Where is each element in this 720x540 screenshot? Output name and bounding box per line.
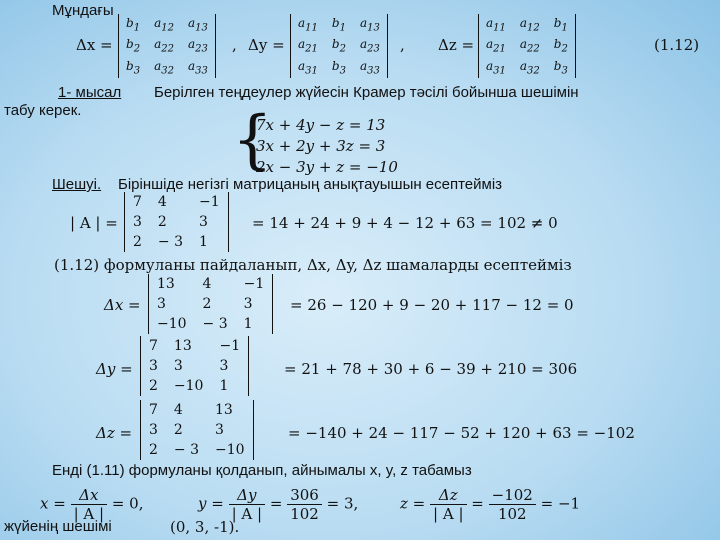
matrix-cell: 3: [243, 296, 253, 312]
matrix-cell: $a_{22}$: [154, 37, 174, 55]
matrix-row: [149, 314, 272, 334]
matrix-row: [125, 192, 228, 212]
matrix-row: [141, 420, 253, 440]
matrix-cell: −10: [157, 316, 187, 332]
matrix-row: [291, 35, 387, 56]
matrix-cell: $b_2$: [126, 37, 141, 55]
matrix-row: [119, 14, 215, 35]
formula-dx-matrix: [118, 14, 216, 78]
matrix-cell: $a_{13}$: [187, 16, 208, 34]
matrix-row: [125, 232, 228, 252]
matrix-cell: 7: [149, 338, 158, 354]
equation-1: 7x + 4y − z = 13: [256, 116, 386, 134]
matrix-cell: − 3: [157, 234, 184, 250]
matrix-cell: − 3: [173, 442, 200, 458]
det-dx-matrix: [148, 274, 273, 334]
matrix-cell: $a_{23}$: [187, 37, 208, 55]
solution-text: Біріншіде негізгі матрицаның анықтауышын есептейміз: [118, 176, 503, 193]
matrix-cell: $a_{22}$: [519, 37, 540, 55]
equation-3: 2x − 3y + z = −10: [256, 158, 398, 176]
det-dy-matrix: [140, 336, 249, 396]
matrix-cell: − 3: [202, 316, 228, 332]
example-text-cont: табу керек.: [4, 102, 82, 119]
matrix-cell: $a_{33}$: [359, 58, 380, 77]
matrix-cell: −1: [199, 194, 220, 210]
y-solution: y = $\frac{\Delta y}{| A |}$ = $\frac{306}{102}$ = 3,: [198, 486, 359, 523]
det-dx-result: = 26 − 120 + 9 − 20 + 117 − 12 = 0: [290, 296, 574, 314]
example-text: Берілген теңдеулер жүйесін Крамер тәсілі бойынша шешімін: [154, 84, 579, 101]
matrix-cell: $b_2$: [553, 37, 568, 55]
equation-2: 3x + 2y + 3z = 3: [256, 137, 386, 155]
matrix-cell: $a_{13}$: [359, 16, 380, 34]
matrix-cell: 13: [215, 402, 233, 418]
matrix-cell: 3: [157, 296, 166, 312]
matrix-row: [119, 57, 215, 78]
solution-label: Шешуі.: [52, 176, 102, 193]
matrix-cell: 1: [243, 316, 253, 332]
det-A-label: | A | =: [70, 214, 118, 232]
matrix-cell: 3: [173, 358, 183, 374]
matrix-cell: $a_{21}$: [298, 37, 318, 55]
matrix-cell: 3: [133, 214, 142, 230]
matrix-cell: 2: [202, 296, 212, 312]
matrix-cell: $a_{23}$: [359, 37, 380, 55]
matrix-row: [125, 212, 228, 232]
matrix-cell: $a_{31}$: [298, 58, 318, 77]
det-A-matrix: [124, 192, 229, 252]
matrix-cell: 3: [219, 358, 229, 374]
matrix-cell: $a_{11}$: [486, 16, 506, 34]
matrix-cell: 1: [219, 378, 229, 394]
matrix-cell: $a_{12}$: [154, 16, 174, 34]
matrix-row: [479, 35, 575, 56]
matrix-cell: 2: [149, 378, 158, 394]
matrix-cell: $b_1$: [331, 16, 346, 34]
formula-dx-label: Δx =: [76, 36, 113, 54]
matrix-cell: −1: [219, 338, 241, 354]
example-label: 1- мысал: [58, 84, 122, 101]
matrix-cell: 2: [173, 422, 183, 438]
det-dy-result: = 21 + 78 + 30 + 6 − 39 + 210 = 306: [284, 360, 578, 378]
formula-dy-label: Δy =: [248, 36, 285, 54]
det-dz-label: Δz =: [96, 424, 133, 442]
formula-comma: ,: [232, 36, 237, 54]
det-dx-label: Δx =: [104, 296, 141, 314]
equation-number: (1.12): [654, 36, 700, 54]
matrix-cell: $b_3$: [553, 58, 568, 77]
matrix-row: [141, 440, 253, 460]
matrix-cell: 4: [173, 402, 183, 418]
matrix-cell: $a_{32}$: [154, 58, 174, 77]
det-dz-matrix: [140, 400, 254, 460]
matrix-cell: $a_{33}$: [187, 58, 208, 77]
matrix-cell: 4: [157, 194, 167, 210]
matrix-cell: $a_{31}$: [486, 58, 506, 77]
matrix-cell: −10: [215, 442, 245, 458]
matrix-cell: −1: [243, 276, 265, 292]
det-dy-label: Δy =: [96, 360, 133, 378]
matrix-cell: 7: [133, 194, 142, 210]
matrix-cell: 3: [199, 214, 208, 230]
z-solution: z = $\frac{\Delta z}{| A |}$ = $\frac{-102}{102}$ = −1: [400, 486, 581, 523]
matrix-row: [149, 294, 272, 314]
intro-heading: Мұндағы: [52, 2, 114, 19]
matrix-cell: 3: [215, 422, 224, 438]
det-dz-result: = −140 + 24 − 117 − 52 + 120 + 63 = −102: [288, 424, 635, 442]
matrix-cell: 1: [199, 234, 208, 250]
answer-label: жүйенің шешімі: [4, 518, 112, 535]
matrix-row: [141, 356, 248, 376]
matrix-cell: 13: [157, 276, 175, 292]
matrix-row: [141, 336, 248, 356]
final-text: Енді (1.11) формуланы қолданып, айнымалы x, y, z табамыз: [52, 462, 472, 479]
formula-dy-matrix: [290, 14, 388, 78]
matrix-row: [149, 274, 272, 294]
matrix-row: [291, 14, 387, 35]
equation-system: [256, 116, 398, 179]
matrix-cell: 3: [149, 422, 158, 438]
matrix-row: [479, 57, 575, 78]
matrix-cell: 4: [202, 276, 212, 292]
matrix-row: [141, 400, 253, 420]
x-solution: x = $\frac{\Delta x}{| A |}$ = 0,: [40, 486, 144, 523]
matrix-row: [291, 57, 387, 78]
answer-value: (0, 3, -1).: [170, 518, 240, 536]
matrix-cell: 2: [133, 234, 142, 250]
matrix-cell: $b_2$: [331, 37, 346, 55]
matrix-cell: 2: [149, 442, 158, 458]
matrix-cell: 3: [149, 358, 158, 374]
matrix-cell: $b_1$: [553, 16, 568, 34]
matrix-cell: $b_3$: [331, 58, 346, 77]
formula-dz-label: Δz =: [438, 36, 475, 54]
matrix-row: [119, 35, 215, 56]
matrix-row: [479, 14, 575, 35]
formula-dz-matrix: [478, 14, 576, 78]
matrix-cell: $b_3$: [126, 58, 141, 77]
formula-comma: ,: [400, 36, 405, 54]
matrix-cell: 7: [149, 402, 158, 418]
matrix-cell: −10: [173, 378, 204, 394]
matrix-cell: $a_{21}$: [486, 37, 506, 55]
system-brace: {: [232, 103, 273, 177]
matrix-cell: $a_{11}$: [298, 16, 318, 34]
matrix-cell: $a_{32}$: [519, 58, 540, 77]
matrix-cell: $a_{12}$: [519, 16, 540, 34]
formula-usage-text: (1.12) формуланы пайдаланып, Δx, Δy, Δz шамаларды есептейміз: [54, 256, 572, 274]
matrix-cell: 13: [173, 338, 192, 354]
matrix-row: [141, 376, 248, 396]
matrix-cell: $b_1$: [126, 16, 141, 34]
det-A-result: = 14 + 24 + 9 + 4 − 12 + 63 = 102 ≠ 0: [252, 214, 558, 232]
matrix-cell: 2: [157, 214, 167, 230]
